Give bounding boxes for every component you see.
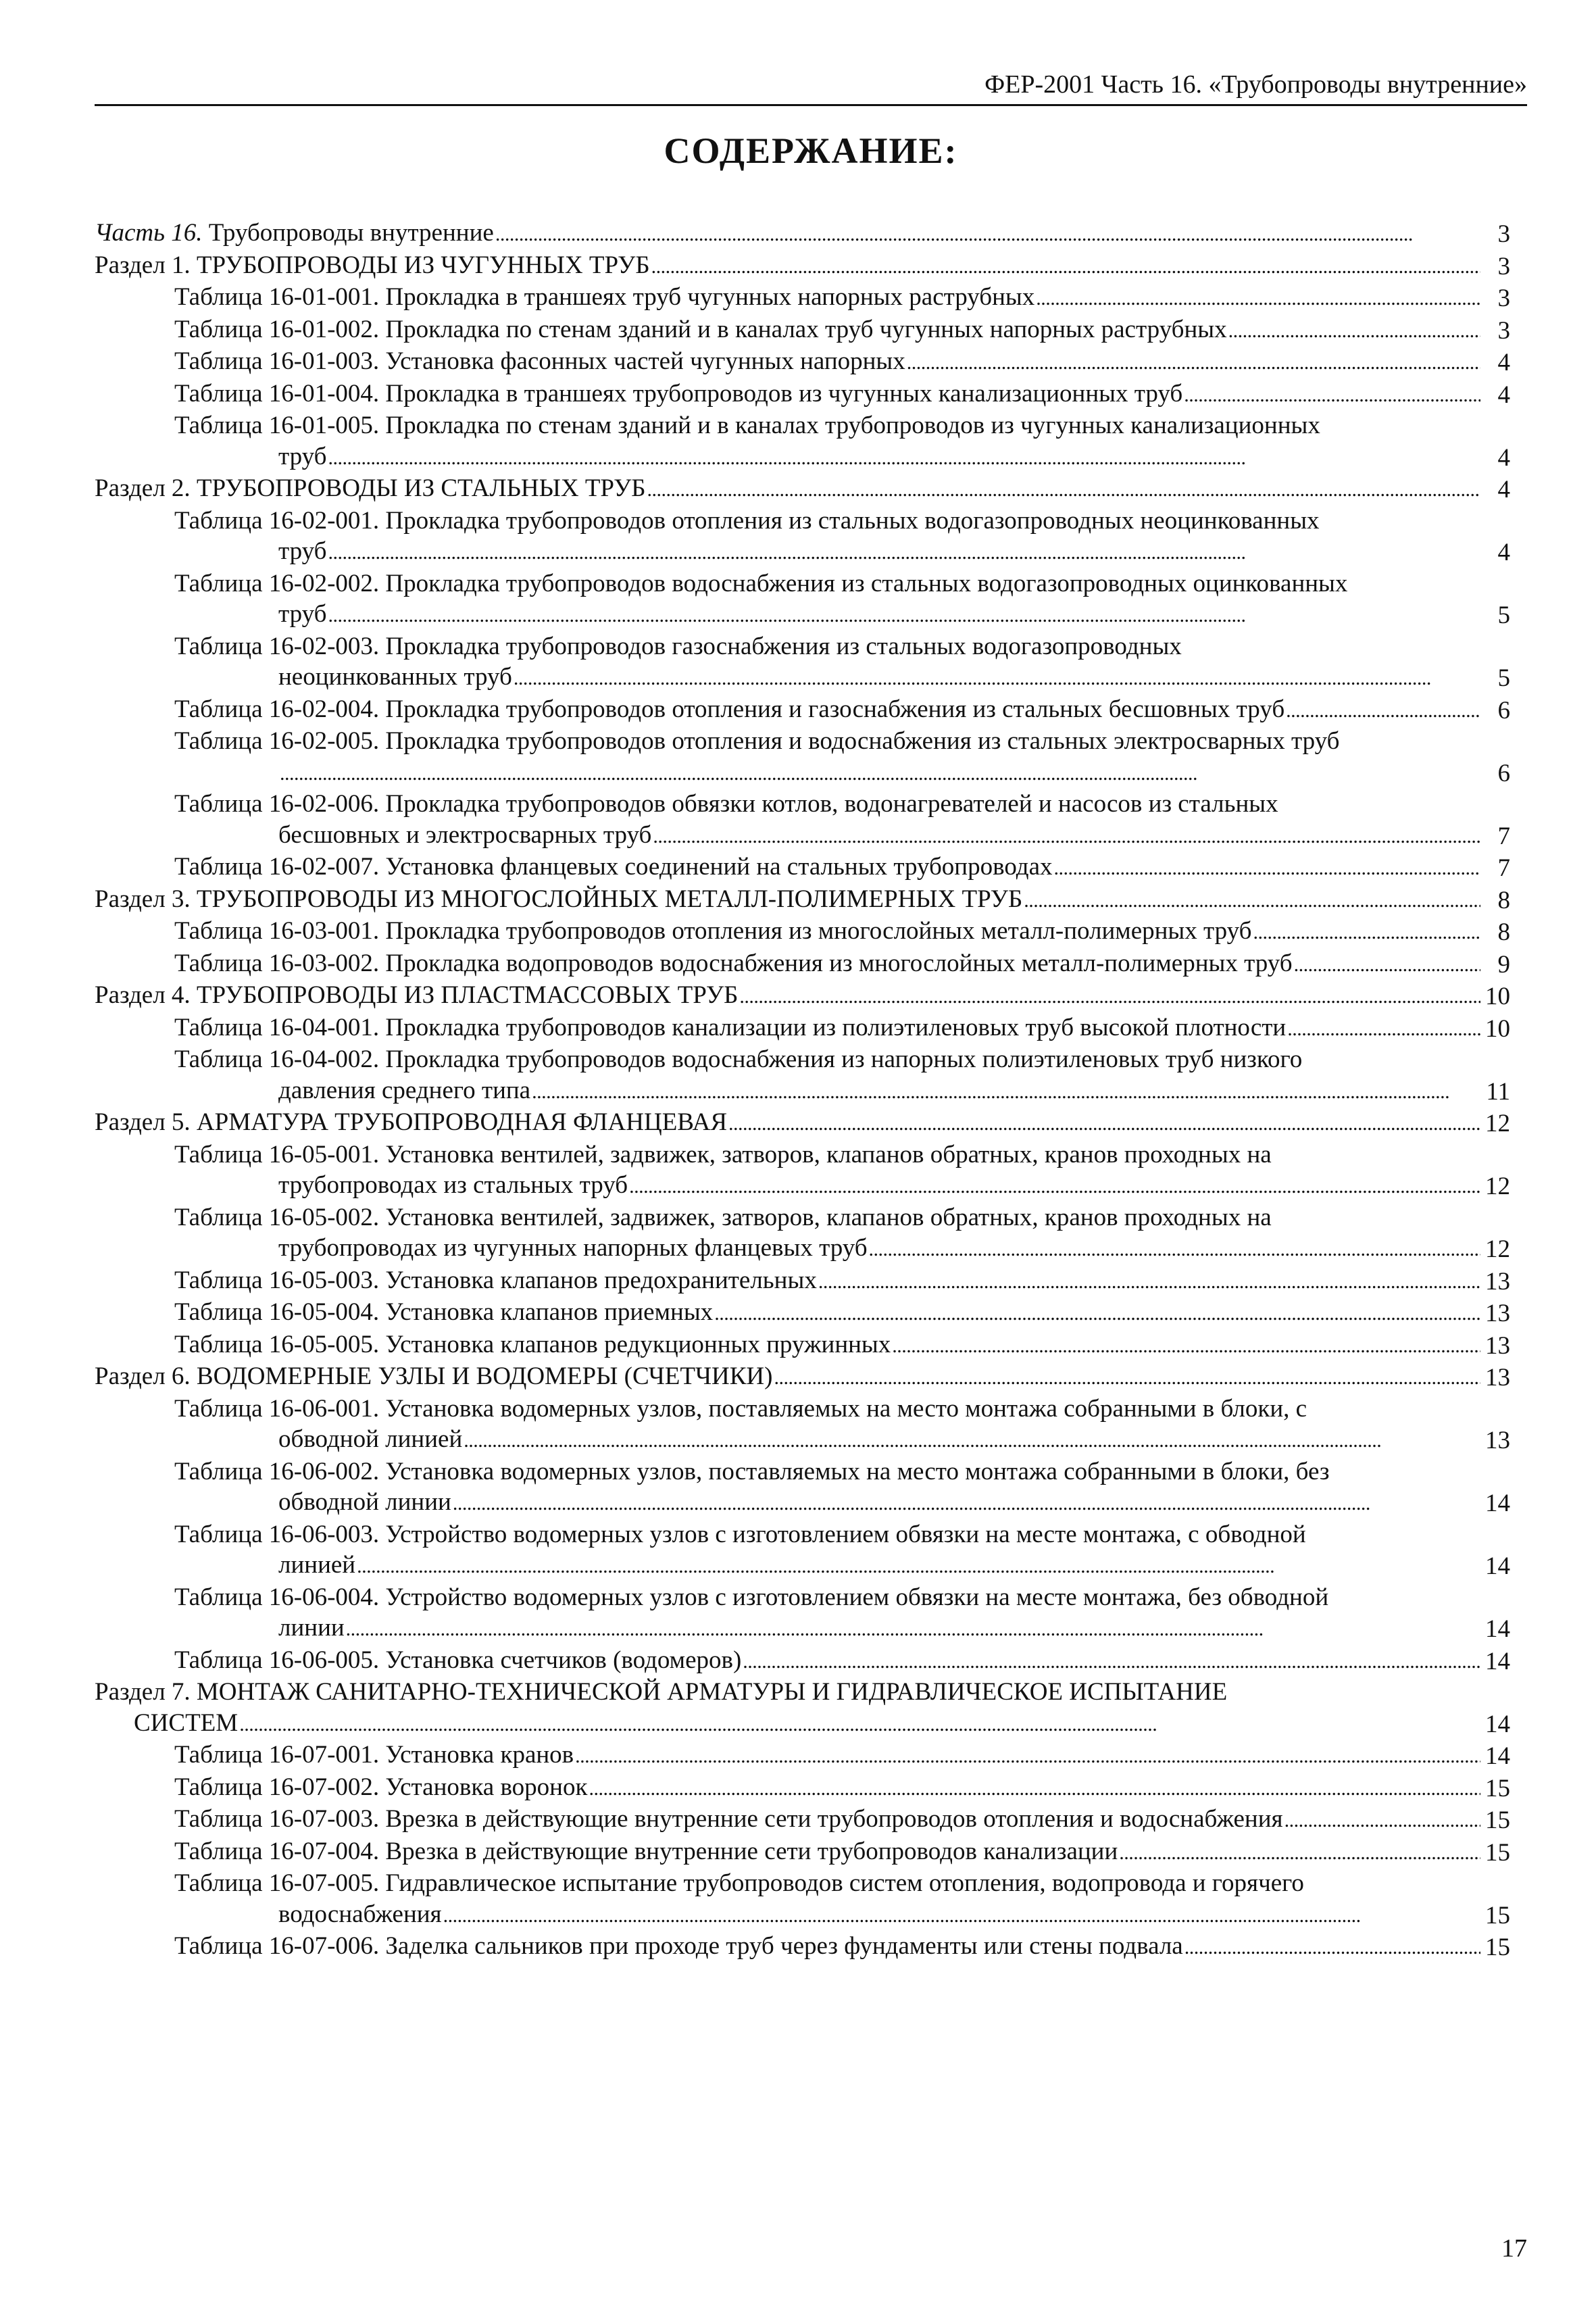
toc-page-number: 13 <box>1485 1331 1510 1360</box>
toc-page-number: 13 <box>1485 1364 1510 1392</box>
dot-leader <box>743 1645 1480 1677</box>
dot-leader <box>818 1265 1480 1298</box>
toc-section-entry[interactable] <box>95 473 1510 506</box>
dot-leader <box>647 473 1480 506</box>
toc-table-entry[interactable] <box>95 568 1510 631</box>
dot-leader <box>239 1708 1480 1740</box>
toc-section-entry[interactable] <box>95 1677 1510 1740</box>
toc-table-entry[interactable] <box>95 1456 1510 1519</box>
toc-entry-title-line: Таблица 16-05-001. Установка вентилей, задвижек, затворов, клапанов обратных, кранов проходных на <box>174 1140 1272 1168</box>
toc-entry-title-line: Таблица 16-04-002. Прокладка трубопроводов водоснабжения из напорных полиэтиленовых труб низкого <box>174 1045 1303 1073</box>
dot-leader <box>892 1329 1480 1362</box>
dot-leader <box>869 1233 1480 1265</box>
toc-entry-title-line: неоцинкованных труб <box>278 663 512 691</box>
toc-page-number: 14 <box>1485 1490 1510 1517</box>
toc-entry-title-line: Таблица 16-04-001. Прокладка трубопроводов канализации из полиэтиленовых труб высокой плотности <box>174 1013 1287 1041</box>
toc-page-number: 12 <box>1485 1235 1510 1263</box>
toc-table-entry[interactable] <box>95 1265 1510 1298</box>
table-of-contents <box>95 218 1510 1963</box>
toc-entry-title-line: Таблица 16-02-004. Прокладка трубопроводов отопления и газоснабжения из стальных бесшовных труб <box>174 695 1285 723</box>
toc-entry-title-line: Таблица 16-07-004. Врезка в действующие внутренние сети трубопроводов канализации <box>174 1837 1118 1865</box>
dot-leader <box>443 1899 1480 1931</box>
toc-page-number: 15 <box>1485 1774 1510 1802</box>
dot-leader <box>651 250 1480 282</box>
toc-page-number: 5 <box>1497 664 1510 692</box>
toc-entry-title-line: СИСТЕМ <box>134 1708 239 1737</box>
toc-page-number: 4 <box>1497 539 1510 566</box>
toc-entry-title-line: Таблица 16-06-001. Установка водомерных узлов, поставляемых на место монтажа собранными в блоки, с <box>174 1394 1307 1423</box>
toc-entry-title-line: Раздел 6. ВОДОМЕРНЫЕ УЗЛЫ И ВОДОМЕРЫ (СЧЕТЧИКИ) <box>95 1362 773 1390</box>
dot-leader <box>728 1107 1480 1139</box>
toc-page-number: 14 <box>1485 1615 1510 1643</box>
toc-page-number: 4 <box>1497 380 1510 409</box>
dot-leader <box>653 820 1480 852</box>
toc-section-entry[interactable] <box>95 218 1510 250</box>
toc-entry-title-line: Раздел 2. ТРУБОПРОВОДЫ ИЗ СТАЛЬНЫХ ТРУБ <box>95 474 646 502</box>
dot-leader <box>1285 1804 1480 1836</box>
toc-page-number: 15 <box>1485 1806 1510 1834</box>
toc-table-entry[interactable] <box>95 852 1510 884</box>
toc-entry-title-line: Таблица 16-07-005. Гидравлическое испытание трубопроводов систем отопления, водопровода и горячего <box>174 1869 1304 1897</box>
toc-entry-title-line: обводной линией <box>278 1425 463 1453</box>
toc-page-number: 3 <box>1497 285 1510 312</box>
toc-page-number: 4 <box>1497 349 1510 376</box>
dot-leader <box>1024 884 1480 916</box>
toc-page-number: 3 <box>1497 316 1510 345</box>
toc-entry-title-line: Таблица 16-05-003. Установка клапанов предохранительных <box>174 1266 817 1294</box>
dot-leader <box>280 757 1480 789</box>
dot-leader <box>495 218 1480 250</box>
toc-entry-title-line: Таблица 16-06-005. Установка счетчиков (водомеров) <box>174 1646 742 1674</box>
toc-entry-title-line: Таблица 16-03-001. Прокладка трубопроводов отопления из многослойных металл-полимерных труб <box>174 917 1252 945</box>
toc-page-number: 13 <box>1485 1267 1510 1296</box>
toc-entry-title-line: Таблица 16-01-001. Прокладка в траншеях труб чугунных напорных раструбных <box>174 283 1035 311</box>
toc-page-number: 14 <box>1485 1710 1510 1738</box>
toc-table-entry[interactable] <box>95 1582 1510 1645</box>
toc-section-entry[interactable] <box>95 980 1510 1012</box>
toc-entry-title-line: давления среднего типа <box>278 1076 531 1104</box>
toc-entry-title-line: Таблица 16-05-005. Установка клапанов редукционных пружинных <box>174 1330 891 1358</box>
dot-leader <box>1228 314 1480 347</box>
toc-entry-title-line: Таблица 16-02-005. Прокладка трубопроводов отопления и водоснабжения из стальных электросварных труб <box>174 727 1340 755</box>
toc-entry-title-line: бесшовных и электросварных труб <box>278 820 652 849</box>
toc-page-number: 7 <box>1497 822 1510 850</box>
dot-leader <box>1036 282 1480 314</box>
toc-entry-title-line: Таблица 16-02-006. Прокладка трубопроводов обвязки котлов, водонагревателей и насосов из стальных <box>174 790 1278 818</box>
toc-table-entry[interactable] <box>95 694 1510 727</box>
dot-leader <box>357 1550 1480 1582</box>
dot-leader <box>629 1170 1480 1202</box>
toc-table-entry[interactable] <box>95 1519 1510 1582</box>
toc-table-entry[interactable] <box>95 726 1510 789</box>
toc-page-number: 14 <box>1485 1552 1510 1580</box>
dot-leader <box>453 1487 1480 1519</box>
dot-leader <box>346 1613 1480 1645</box>
toc-entry-title-line: Таблица 16-06-004. Устройство водомерных узлов с изготовлением обвязки на месте монтажа, без обводной <box>174 1583 1329 1611</box>
toc-entry-title-line: Таблица 16-01-003. Установка фасонных частей чугунных напорных <box>174 347 905 375</box>
toc-entry-title-line: труб <box>278 442 327 470</box>
toc-table-entry[interactable] <box>95 506 1510 568</box>
toc-page-number: 3 <box>1497 220 1510 248</box>
toc-entry-title-line: Раздел 5. АРМАТУРА ТРУБОПРОВОДНАЯ ФЛАНЦЕВАЯ <box>95 1108 728 1136</box>
toc-entry-title-line: Таблица 16-02-002. Прокладка трубопроводов водоснабжения из стальных водогазопроводных оцинкованных <box>174 569 1348 597</box>
toc-page-number: 13 <box>1485 1300 1510 1327</box>
toc-page-number: 14 <box>1485 1647 1510 1675</box>
page-number: 17 <box>1501 2234 1527 2263</box>
toc-page-number: 8 <box>1497 886 1510 914</box>
dot-leader <box>714 1297 1480 1329</box>
toc-page-number: 3 <box>1497 252 1510 280</box>
toc-entry-title-line: Часть 16. Трубопроводы внутренние <box>95 219 494 247</box>
toc-table-entry[interactable] <box>95 410 1510 473</box>
page-title: СОДЕРЖАНИЕ: <box>664 130 958 171</box>
toc-page-number: 4 <box>1497 443 1510 472</box>
dot-leader <box>907 346 1480 378</box>
toc-page-number: 10 <box>1485 983 1510 1010</box>
dot-leader <box>514 662 1480 694</box>
toc-table-entry[interactable] <box>95 948 1510 981</box>
toc-entry-title-line: Таблица 16-01-002. Прокладка по стенам зданий и в каналах труб чугунных напорных раструбных <box>174 315 1227 343</box>
toc-page-number: 15 <box>1485 1934 1510 1961</box>
dot-leader <box>1184 378 1480 411</box>
toc-table-entry[interactable] <box>95 1740 1510 1772</box>
toc-entry-title-line: Таблица 16-05-002. Установка вентилей, задвижек, затворов, клапанов обратных, кранов проходных на <box>174 1203 1272 1231</box>
dot-leader <box>464 1424 1480 1456</box>
toc-table-entry[interactable] <box>95 314 1510 347</box>
toc-entry-title-line: обводной линии <box>278 1488 451 1516</box>
toc-page-number: 5 <box>1497 601 1510 629</box>
toc-section-entry[interactable] <box>95 1107 1510 1139</box>
dot-leader <box>589 1772 1480 1804</box>
toc-page-number: 6 <box>1497 696 1510 724</box>
toc-page-number: 14 <box>1485 1742 1510 1770</box>
toc-entry-title-line: Таблица 16-02-003. Прокладка трубопроводов газоснабжения из стальных водогазопроводных <box>174 632 1182 660</box>
toc-entry-title-line: Раздел 1. ТРУБОПРОВОДЫ ИЗ ЧУГУННЫХ ТРУБ <box>95 251 650 279</box>
dot-leader <box>1253 916 1480 948</box>
toc-entry-title-line: Таблица 16-07-001. Установка кранов <box>174 1741 574 1769</box>
toc-page-number: 15 <box>1485 1901 1510 1929</box>
toc-entry-title-line: Таблица 16-07-003. Врезка в действующие внутренние сети трубопроводов отопления и водоснабжения <box>174 1805 1283 1833</box>
toc-entry-title-line: трубопроводах из стальных труб <box>278 1171 628 1199</box>
running-header: ФЕР-2001 Часть 16. «Трубопроводы внутренние» <box>95 68 1527 106</box>
toc-page-number: 11 <box>1486 1077 1510 1106</box>
dot-leader <box>328 599 1480 631</box>
toc-entry-prefix: Часть 16. <box>95 219 203 247</box>
toc-page-number: 15 <box>1485 1838 1510 1867</box>
dot-leader <box>1054 852 1481 884</box>
toc-entry-title-line: Таблица 16-07-002. Установка воронок <box>174 1773 588 1801</box>
toc-entry-title-line: трубопроводах из чугунных напорных фланцевых труб <box>278 1234 868 1262</box>
dot-leader <box>328 441 1480 474</box>
toc-page-number: 12 <box>1485 1173 1510 1200</box>
toc-table-entry[interactable] <box>95 789 1510 852</box>
toc-entry-title-line: Таблица 16-06-002. Установка водомерных узлов, поставляемых на место монтажа собранными в блоки, без <box>174 1457 1330 1485</box>
toc-table-entry[interactable] <box>95 1804 1510 1836</box>
toc-page-number: 4 <box>1497 476 1510 503</box>
dot-leader <box>1184 1931 1480 1963</box>
dot-leader <box>1119 1836 1480 1869</box>
toc-entry-title-line: Таблица 16-02-001. Прокладка трубопроводов отопления из стальных водогазопроводных неоцинкованных <box>174 506 1320 535</box>
toc-table-entry[interactable] <box>95 1868 1510 1931</box>
toc-page-number: 10 <box>1485 1014 1510 1043</box>
toc-table-entry[interactable] <box>95 1394 1510 1456</box>
toc-page-number: 13 <box>1485 1427 1510 1454</box>
toc-table-entry[interactable] <box>95 1645 1510 1677</box>
toc-entry-title-line: труб <box>278 600 327 628</box>
toc-section-entry[interactable] <box>95 884 1510 916</box>
dot-leader <box>575 1740 1480 1772</box>
toc-entry-title-line: Таблица 16-01-004. Прокладка в траншеях трубопроводов из чугунных канализационных труб <box>174 379 1183 408</box>
toc-entry-title-line: Таблица 16-07-006. Заделка сальников при проходе труб через фундаменты или стены подвала <box>174 1932 1183 1960</box>
toc-table-entry[interactable] <box>95 1836 1510 1869</box>
toc-entry-title-line: Раздел 3. ТРУБОПРОВОДЫ ИЗ МНОГОСЛОЙНЫХ МЕТАЛЛ-ПОЛИМЕРНЫХ ТРУБ <box>95 885 1023 913</box>
dot-leader <box>1294 948 1480 981</box>
toc-page-number: 7 <box>1497 854 1510 882</box>
toc-table-entry[interactable] <box>95 378 1510 411</box>
toc-table-entry[interactable] <box>95 1297 1510 1329</box>
toc-table-entry[interactable] <box>95 631 1510 694</box>
dot-leader <box>328 536 1480 568</box>
toc-entry-title-line: Таблица 16-02-007. Установка фланцевых соединений на стальных трубопроводах <box>174 853 1053 881</box>
toc-entry-title-line: Раздел 7. МОНТАЖ САНИТАРНО-ТЕХНИЧЕСКОЙ АРМАТУРЫ И ГИДРАВЛИЧЕСКОЕ ИСПЫТАНИЕ <box>95 1678 1228 1706</box>
dot-leader <box>1286 694 1480 727</box>
toc-table-entry[interactable] <box>95 1139 1510 1202</box>
toc-table-entry[interactable] <box>95 1772 1510 1804</box>
toc-entry-title-line: Таблица 16-05-004. Установка клапанов приемных <box>174 1298 714 1326</box>
dot-leader <box>774 1361 1480 1394</box>
toc-entry-title-line: линией <box>278 1551 356 1579</box>
toc-table-entry[interactable] <box>95 1044 1510 1107</box>
toc-table-entry[interactable] <box>95 1012 1510 1045</box>
toc-entry-title-line: линии <box>278 1614 345 1642</box>
toc-entry-title-line: Таблица 16-03-002. Прокладка водопроводов водоснабжения из многослойных металл-полимерных труб <box>174 949 1293 977</box>
dot-leader <box>1287 1012 1480 1045</box>
toc-table-entry[interactable] <box>95 346 1510 378</box>
toc-table-entry[interactable] <box>95 1202 1510 1265</box>
toc-entry-title-line: Таблица 16-01-005. Прокладка по стенам зданий и в каналах трубопроводов из чугунных канализационных <box>174 412 1320 439</box>
toc-page-number: 6 <box>1497 759 1510 787</box>
toc-page-number: 9 <box>1497 950 1510 979</box>
toc-section-entry[interactable] <box>95 1361 1510 1394</box>
toc-page-number: 12 <box>1485 1110 1510 1137</box>
toc-entry-title-line: труб <box>278 537 327 565</box>
toc-page-number: 8 <box>1497 918 1510 946</box>
dot-leader <box>532 1075 1480 1108</box>
toc-entry-title-line: Таблица 16-06-003. Устройство водомерных узлов с изготовлением обвязки на месте монтажа, с обводной <box>174 1520 1306 1548</box>
toc-section-entry[interactable] <box>95 250 1510 282</box>
toc-table-entry[interactable] <box>95 916 1510 948</box>
toc-entry-title-line: водоснабжения <box>278 1900 442 1928</box>
toc-entry-title-line: Раздел 4. ТРУБОПРОВОДЫ ИЗ ПЛАСТМАССОВЫХ ТРУБ <box>95 981 739 1009</box>
toc-table-entry[interactable] <box>95 282 1510 314</box>
toc-table-entry[interactable] <box>95 1329 1510 1362</box>
toc-table-entry[interactable] <box>95 1931 1510 1963</box>
dot-leader <box>739 980 1480 1012</box>
